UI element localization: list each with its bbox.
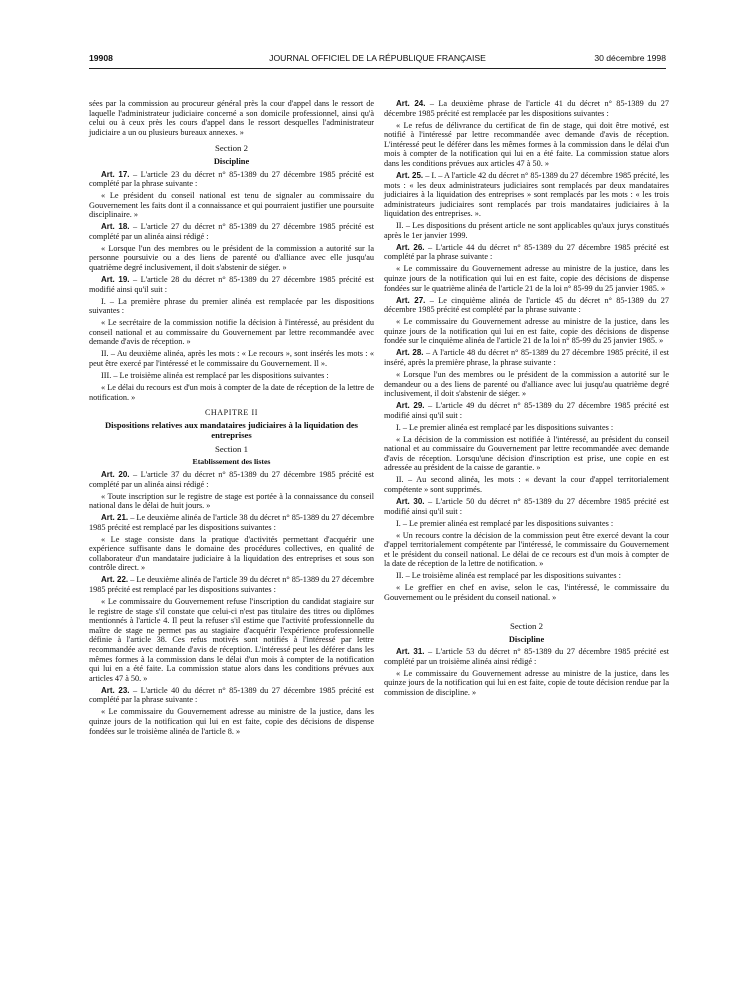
section-title: Discipline [508,634,545,644]
left-column [89,99,374,738]
article-label: Art. 20. [101,469,130,479]
section-heading: Section 1 [215,443,248,454]
chapter-title: Dispositions relatives aux mandataires judiciaires à la liquidation des entreprises [104,419,359,440]
paragraph: II. – Le troisième alinéa est remplacé par les dispositions suivantes : [396,571,621,581]
article-21: Art. 21. – Le deuxième alinéa de l'article 38 du décret n° 85-1389 du 27 décembre 1985 précité est remplacé par les dispositions suivantes : [89,513,374,532]
article-30: Art. 30. – L'article 50 du décret n° 85-1389 du 27 décembre 1985 précité est modifié ainsi qu'il suit : [384,497,670,516]
quote: « Le commissaire du Gouvernement adresse au ministre de la justice, dans les quinze jours de la notification qui lui en est faite, copie des décisions de dispense fondée sur le cinquième alinéa de l'article 21 de la loi n° 85-99 du 25 janvier 1985. » [384,317,669,346]
paragraph: sées par la commission au procureur général près la cour d'appel dans le ressort de laquelle l'administrateur judiciaire concerné a son domicile professionnel, ainsi qu'à celui ou à ceux près les cours d'appel dans le ressort desquelles l'administrateur judiciaire a un ou plusieurs bureaux annexes. » [89,99,374,137]
section-title: Discipline [213,156,250,166]
article-label: Art. 17. [101,169,130,179]
journal-title: JOURNAL OFFICIEL DE LA RÉPUBLIQUE FRANÇAISE [269,53,486,63]
section-title: Etablissement des listes [192,457,271,467]
page-number: 19908 [89,53,113,63]
section-heading: Section 2 [510,620,543,631]
paragraph: II. – Au deuxième alinéa, après les mots : « Le recours », sont insérés les mots : « peut être exercé par l'intéressé et le commissaire du Gouvernement. Il ». [89,349,374,368]
paragraph: I. – Le premier alinéa est remplacé par les dispositions suivantes : [396,518,614,528]
article-24: Art. 24. – La deuxième phrase de l'article 41 du décret n° 85-1389 du 27 décembre 1985 précité est remplacée par les dispositions suivantes : [384,99,669,118]
article-label: Art. 30. [396,497,425,507]
article-label: Art. 24. [396,99,426,108]
quote: « Le commissaire du Gouvernement refuse l'inscription du candidat stagiaire sur le registre de stage s'il constate que celui-ci n'est pas titulaire des titres ou diplômes mentionnés à l'article 4. Il peut la refuser s'il estime que l'activité professionnelle du maître de stage ne permet pas au stagiaire d'acquérir l'expérience professionnelle définie à l'article 38. Ces refus motivés sont notifiés à l'intéressé par lettre recommandée avec demande d'avis de réception. L'intéressé peut les déférer dans les mêmes formes à la commission dans le délai d'un mois à compter de la notification qui lui en a été faite. La commission statue alors dans les conditions prévues aux articles 47 à 50. » [89,597,374,683]
quote: « Un recours contre la décision de la commission peut être exercé devant la cour d'appel territorialement compétente par l'intéressé, le commissaire du Gouvernement et le président du conseil national. Le délai de ce recours est d'un mois à compter de la date de réception de la lettre de notification. » [384,530,669,569]
article-17: Art. 17. – L'article 23 du décret n° 85-1389 du 27 décembre 1985 précité est complété par la phrase suivante : [89,169,375,189]
quote: « Le commissaire du Gouvernement adresse au ministre de la justice, dans les quinze jours de la notification qui lui en est faite, copie de toute décision rendue par la commission de discipline. » [384,668,669,697]
quote: « Lorsque l'un des membres ou le président de la commission a autorité sur le demandeur ou a des liens de parenté ou d'alliance avec lui jusqu'au quatrième degré inclusivement, il doit s'abstenir de siéger. » [384,369,669,399]
quote: « Le refus de délivrance du certificat de fin de stage, qui doit être motivé, est notifié à l'intéressé par lettre recommandée avec demande d'avis de réception. L'intéressé peut le déférer dans les mêmes formes à la commission dans le délai d'un mois à compter de la notification qui lui en a été faite. La commission statue alors dans les conditions prévues aux articles 47 à 50. » [384,120,669,168]
quote: « Le délai du recours est d'un mois à compter de la date de réception de la lettre de notification. » [89,382,374,402]
article-label: Art. 26. [396,242,425,252]
quote: « Le commissaire du Gouvernement adresse au ministre de la justice, dans les quinze jours de la notification qui lui en est faite, copie des décisions de dispense fondées sur le quatrième alinéa de l'article 21 de la loi n° 85-99 du 25 janvier 1985. » [384,264,669,293]
article-label: Art. 21. [101,513,129,523]
article-22: Art. 22. – Le deuxième alinéa de l'article 39 du décret n° 85-1389 du 27 décembre 1985 précité est remplacé par les dispositions suivantes : [89,575,374,595]
right-column [384,99,669,700]
article-20: Art. 20. – L'article 37 du décret n° 85-1389 du 27 décembre 1985 précité est complété par un alinéa ainsi rédigé : [89,469,375,489]
issue-date: 30 décembre 1998 [594,53,666,63]
quote: « La décision de la commission est notifiée à l'intéressé, au président du conseil national et au commissaire du Gouvernement par lettre recommandée avec demande d'avis de réception. Lorsqu'une décision d'inscription est prise, une copie en est adressée au président de la caisse de garantie. » [384,434,669,473]
section-heading: Section 2 [215,143,248,154]
quote: « Le secrétaire de la commission notifie la décision à l'intéressé, au président du conseil national et au commissaire du Gouvernement par lettre recommandée avec demande d'avis de réception. » [89,318,374,347]
quote: « Le président du conseil national est tenu de signaler au commissaire du Gouvernement les faits dont il a connaissance et qui pourraient justifier une poursuite disciplinaire. » [89,191,374,220]
article-23: Art. 23. – L'article 40 du décret n° 85-1389 du 27 décembre 1985 précité est complété par la phrase suivante : [89,685,375,705]
paragraph: III. – Le troisième alinéa est remplacé par les dispositions suivantes : [101,370,329,380]
quote: « Le commissaire du Gouvernement adresse au ministre de la justice, dans les quinze jours de la notification qui lui en est faite, copie des décisions de dispense fondées sur le troisième alinéa de l'article 8. » [89,707,374,736]
paragraph: II. – Au second alinéa, les mots : « devant la cour d'appel territorialement compétente » sont supprimés. [384,475,669,495]
quote: « Le greffier en chef en avise, selon le cas, l'intéressé, le commissaire du Gouvernement ou le président du conseil national. » [384,583,669,602]
article-19: Art. 19. – L'article 28 du décret n° 85-1389 du 27 décembre 1985 précité est modifié ainsi qu'il suit : [89,275,375,294]
spacer [384,605,669,615]
quote: « Toute inscription sur le registre de stage est portée à la connaissance du conseil national dans le délai de huit jours. » [89,491,374,511]
page-header [89,53,666,67]
paragraph: I. – La première phrase du premier alinéa est remplacée par les dispositions suivantes : [89,296,374,316]
article-31: Art. 31. – L'article 53 du décret n° 85-1389 du 27 décembre 1985 précité est complété par un troisième alinéa ainsi rédigé : [384,647,670,666]
article-label: Art. 18. [101,222,130,232]
article-label: Art. 19. [101,275,130,285]
paragraph: I. – Le premier alinéa est remplacé par les dispositions suivantes : [396,422,614,432]
quote: « Lorsque l'un des membres ou le président de la commission a autorité sur la personne poursuivie ou a des liens de parenté ou d'alliance avec elle jusqu'au quatrième degré inclusivement, il doit s'abstenir de siéger. » [89,243,374,273]
article-label: Art. 28. [396,348,424,358]
header-rule [89,68,666,69]
quote: « Le stage consiste dans la pratique d'activités permettant d'acquérir une expérience suffisante dans le domaine des procédures collectives, en qualité de collaborateur d'un mandataire judiciaire à la liquidation des entreprises et sous son contrôle direct. » [89,534,374,573]
article-26: Art. 26. – L'article 44 du décret n° 85-1389 du 27 décembre 1985 précité est complété par la phrase suivante : [384,242,670,262]
article-label: Art. 22. [101,575,129,585]
article-label: Art. 29. [396,401,425,411]
paragraph: II. – Les dispositions du présent article ne sont applicables qu'aux jurys constitués après le 1er janvier 1999. [384,221,669,240]
article-label: Art. 27. [396,295,426,305]
chapter-heading: CHAPITRE II [204,408,259,418]
article-25: Art. 25. – I. – A l'article 42 du décret n° 85-1389 du 27 décembre 1985 précité, les mots : « les deux administrateurs judiciaires sont remplacés par deux mandataires judiciaires à la liquidation des entreprises » sont remplacés par les mots : « les trois administrateurs judiciaires sont remplacés par trois mandataires judiciaires à la liquidation des entreprises. ». [384,170,670,219]
article-label: Art. 23. [101,685,130,695]
article-label: Art. 31. [396,647,425,657]
article-29: Art. 29. – L'article 49 du décret n° 85-1389 du 27 décembre 1985 précité est modifié ainsi qu'il suit : [384,401,670,420]
article-27: Art. 27. – Le cinquième alinéa de l'article 45 du décret n° 85-1389 du 27 décembre 1985 précité est complété par la phrase suivante : [384,295,669,315]
article-18: Art. 18. – L'article 27 du décret n° 85-1389 du 27 décembre 1985 précité est complété par un alinéa ainsi rédigé : [89,222,375,241]
article-28: Art. 28. – A l'article 48 du décret n° 85-1389 du 27 décembre 1985 précité, il est inséré, après la première phrase, la phrase suivante : [384,348,669,367]
article-label: Art. 25. [396,170,424,180]
